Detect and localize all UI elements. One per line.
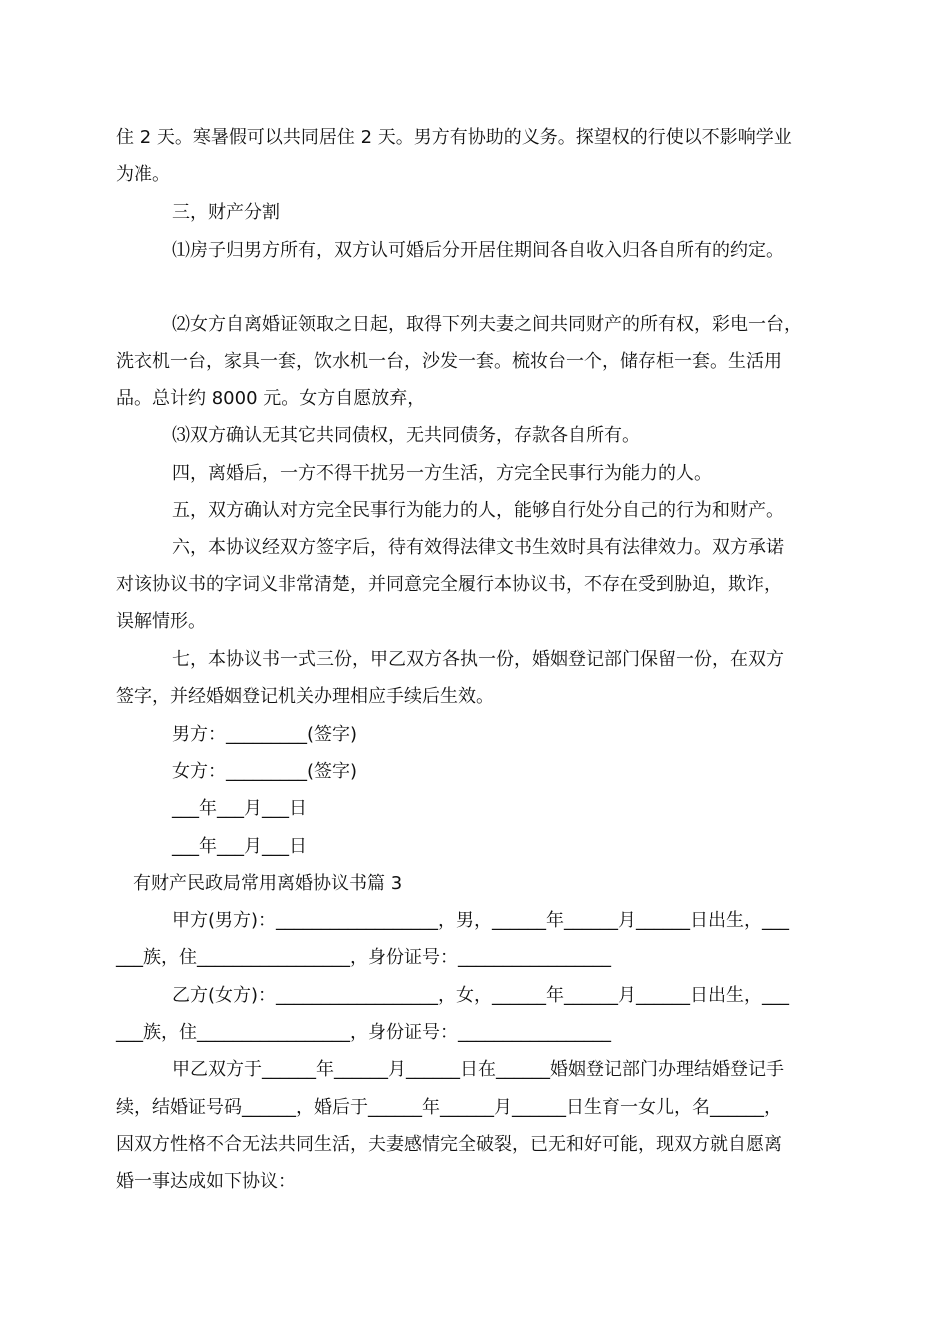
paragraph-line: 住 2 天。寒暑假可以共同居住 2 天。男方有协助的义务。探望权的行使以不影响学业 bbox=[116, 127, 792, 148]
party-a-line: 甲方(男方)：__________________，男，______年______月______日出生，___ bbox=[172, 910, 790, 931]
date-line: ___年___月___日 bbox=[172, 836, 307, 857]
paragraph-line: 为准。 bbox=[116, 164, 170, 185]
clause-line: 四，离婚后，一方不得干扰另一方生活，方完全民事行为能力的人。 bbox=[172, 463, 712, 484]
paragraph-line: 签字，并经婚姻登记机关办理相应手续后生效。 bbox=[116, 686, 494, 707]
clause-line: 七，本协议书一式三份，甲乙双方各执一份，婚姻登记部门保留一份，在双方 bbox=[172, 649, 784, 670]
clause-line: ⑴房子归男方所有，双方认可婚后分开居住期间各自收入归各自所有的约定。 bbox=[172, 240, 784, 261]
party-b-line: 乙方(女方)：__________________，女，______年______月______日出生，___ bbox=[172, 985, 790, 1006]
signature-line-female: 女方：_________(签字) bbox=[172, 761, 358, 782]
clause-line: 五，双方确认对方完全民事行为能力的人，能够自行处分自己的行为和财产。 bbox=[172, 500, 784, 521]
paragraph-line: 洗衣机一台，家具一套，饮水机一台，沙发一套。梳妆台一个，储存柜一套。生活用 bbox=[116, 351, 782, 372]
clause-line: ⑶双方确认无其它共同债权，无共同债务，存款各自所有。 bbox=[172, 425, 640, 446]
section-title: 有财产民政局常用离婚协议书篇 3 bbox=[133, 873, 403, 894]
paragraph-line: 因双方性格不合无法共同生活，夫妻感情完全破裂，已无和好可能，现双方就自愿离 bbox=[116, 1134, 782, 1155]
paragraph-line: 误解情形。 bbox=[116, 611, 206, 632]
party-a-line: ___族，住_________________，身份证号：_________________ bbox=[116, 947, 611, 968]
section-heading: 三，财产分割 bbox=[172, 202, 280, 223]
paragraph-line: 甲乙双方于______年______月______日在______婚姻登记部门办理结婚登记手 bbox=[172, 1059, 784, 1080]
date-line: ___年___月___日 bbox=[172, 798, 307, 819]
clause-line: 六，本协议经双方签字后，待有效得法律文书生效时具有法律效力。双方承诺 bbox=[172, 537, 784, 558]
paragraph-line: 婚一事达成如下协议： bbox=[116, 1171, 296, 1192]
paragraph-line: 对该协议书的字词义非常清楚，并同意完全履行本协议书，不存在受到胁迫，欺诈， bbox=[116, 574, 782, 595]
party-b-line: ___族，住_________________，身份证号：_________________ bbox=[116, 1022, 611, 1043]
paragraph-line: 续，结婚证号码______，婚后于______年______月______日生育一女儿，名______， bbox=[116, 1097, 782, 1118]
signature-line-male: 男方：_________(签字) bbox=[172, 724, 358, 745]
paragraph-line: 品。总计约 8000 元。女方自愿放弃， bbox=[116, 388, 426, 409]
clause-line: ⑵女方自离婚证领取之日起，取得下列夫妻之间共同财产的所有权，彩电一台， bbox=[172, 314, 802, 335]
